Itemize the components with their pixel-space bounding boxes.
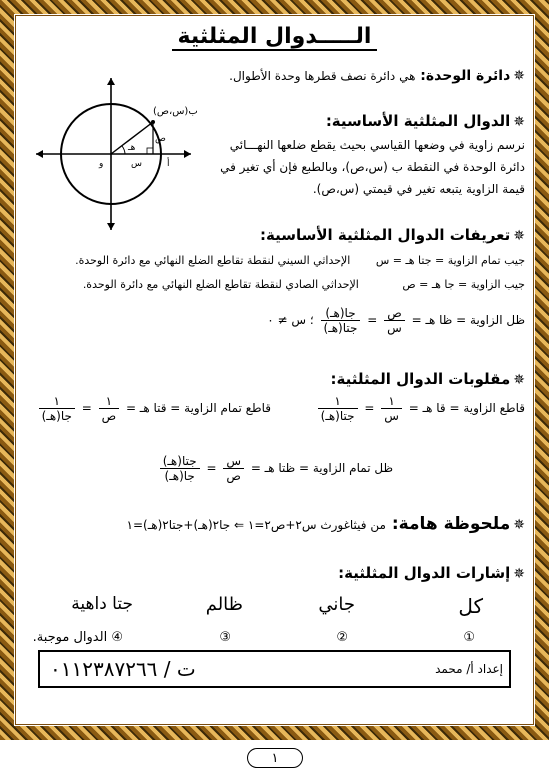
star-icon: ✵	[513, 372, 525, 388]
origin-label: و	[99, 159, 104, 169]
cos-definition-row	[75, 254, 525, 267]
pythagoras-identity: من فيثاغورث س٢+ص٢=١ ⇐ جا٢(هـ)+جتا٢(هـ)=١	[126, 518, 386, 532]
page-title: الـــــدوال المثلثية	[16, 24, 533, 49]
author-phone: ت / ٠١١٢٣٨٧٢٦٦	[50, 657, 196, 681]
x-segment-label: س	[131, 159, 142, 169]
worksheet-page	[16, 16, 533, 724]
sin-formula: جيب الزاوية = جا هـ = ص	[402, 278, 525, 291]
quadrant-word-3: ظالم	[205, 594, 243, 615]
star-icon: ✵	[513, 517, 525, 533]
cos-description: الإحداثي السيني لنقطة تقاطع الضلع النهائي مع دائرة الوحدة.	[75, 254, 351, 267]
cot-definition: ظل تمام الزاوية = ظتا هـ = $\frac{\text{س}}{\text{ص}}$ = $\frac{\text{جتا(هـ)}}{\text{جا(هـ)}}$	[157, 454, 393, 483]
quadrant-word-1: كل	[458, 594, 483, 618]
basic-line-1: نرسم زاوية في وضعها القياسي بحيث يقطع ضلعها النهـــائي	[229, 138, 525, 152]
quadrant-number-3: ③	[219, 630, 231, 645]
tan-prefix: ظل الزاوية = ظا هـ =	[411, 313, 525, 327]
unit-circle-diagram	[31, 74, 201, 234]
y-segment-label: ص	[155, 134, 166, 144]
cos-formula: جيب تمام الزاوية = جتا هـ = س	[375, 254, 525, 267]
quadrant-word-2: جاني	[318, 594, 355, 615]
tan-fraction-1: $\frac{\text{ص}}{\text{س}}$	[384, 306, 405, 335]
author-box	[38, 650, 511, 688]
quadrant-word-4: جتا داهية	[71, 594, 133, 614]
note-row	[127, 514, 525, 534]
quadrant-number-2: ②	[336, 630, 348, 645]
tan-definition: ظل الزاوية = ظا هـ = $\frac{\text{ص}}{\text{س}}$ = $\frac{\text{جا(هـ)}}{\text{جتا(هـ)}}$ ؛ س ≠ ٠	[267, 306, 525, 335]
sec-definition: قاطع الزاوية = قا هـ = $\frac{١}{\text{س}}$ = $\frac{١}{\text{جتا(هـ)}}$	[315, 394, 525, 423]
basic-line-3: قيمة الزاوية يتبعه تغير في قيمتي (س،ص).	[312, 182, 525, 196]
basic-functions-heading: ✵الدوال المثلثية الأساسية:	[325, 112, 525, 130]
quadrant-number-4: ④ الدوال موجبة.	[32, 630, 123, 645]
csc-definition: قاطع تمام الزاوية = قتا هـ = $\frac{١}{\text{ص}}$ = $\frac{١}{\text{جا(هـ)}}$	[36, 394, 271, 423]
star-icon: ✵	[513, 228, 525, 244]
sin-description: الإحداثي الصادي لنقطة تقاطع الضلع النهائي مع دائرة الوحدة.	[82, 278, 359, 291]
definitions-heading: ✵تعريفات الدوال المثلثية الأساسية:	[260, 226, 525, 244]
star-icon: ✵	[513, 68, 525, 84]
tan-fraction-2: $\frac{\text{جا(هـ)}}{\text{جتا(هـ)}}$	[321, 306, 361, 335]
note-heading: ملحوظة هامة:	[391, 514, 511, 534]
basic-line-2: دائرة الوحدة في النقطة ب (س،ص)، وبالطبع فإن أي تغير في	[220, 160, 525, 174]
quadrant-number-1: ①	[463, 630, 475, 645]
tan-condition: ؛ س ≠ ٠	[267, 313, 314, 327]
star-icon: ✵	[513, 566, 525, 582]
unit-circle-heading-row: ✵دائرة الوحدة: هي دائرة نصف قطرها وحدة الأطوال.	[229, 68, 525, 84]
sin-definition-row	[83, 278, 525, 291]
angle-label: هـ	[128, 143, 136, 153]
point-b-label: ب(س،ص)	[153, 106, 198, 117]
page-number: ١	[247, 748, 303, 768]
author-name: إعداد أ/ محمد	[435, 662, 503, 676]
unit-circle-definition: هي دائرة نصف قطرها وحدة الأطوال.	[229, 69, 416, 83]
star-icon: ✵	[513, 114, 525, 130]
signs-heading: ✵إشارات الدوال المثلثية:	[338, 564, 525, 582]
reciprocals-heading: ✵مقلوبات الدوال المثلثية:	[330, 370, 525, 388]
point-a-label: أ	[167, 159, 170, 169]
signs-caption: الدوال موجبة.	[32, 630, 108, 645]
